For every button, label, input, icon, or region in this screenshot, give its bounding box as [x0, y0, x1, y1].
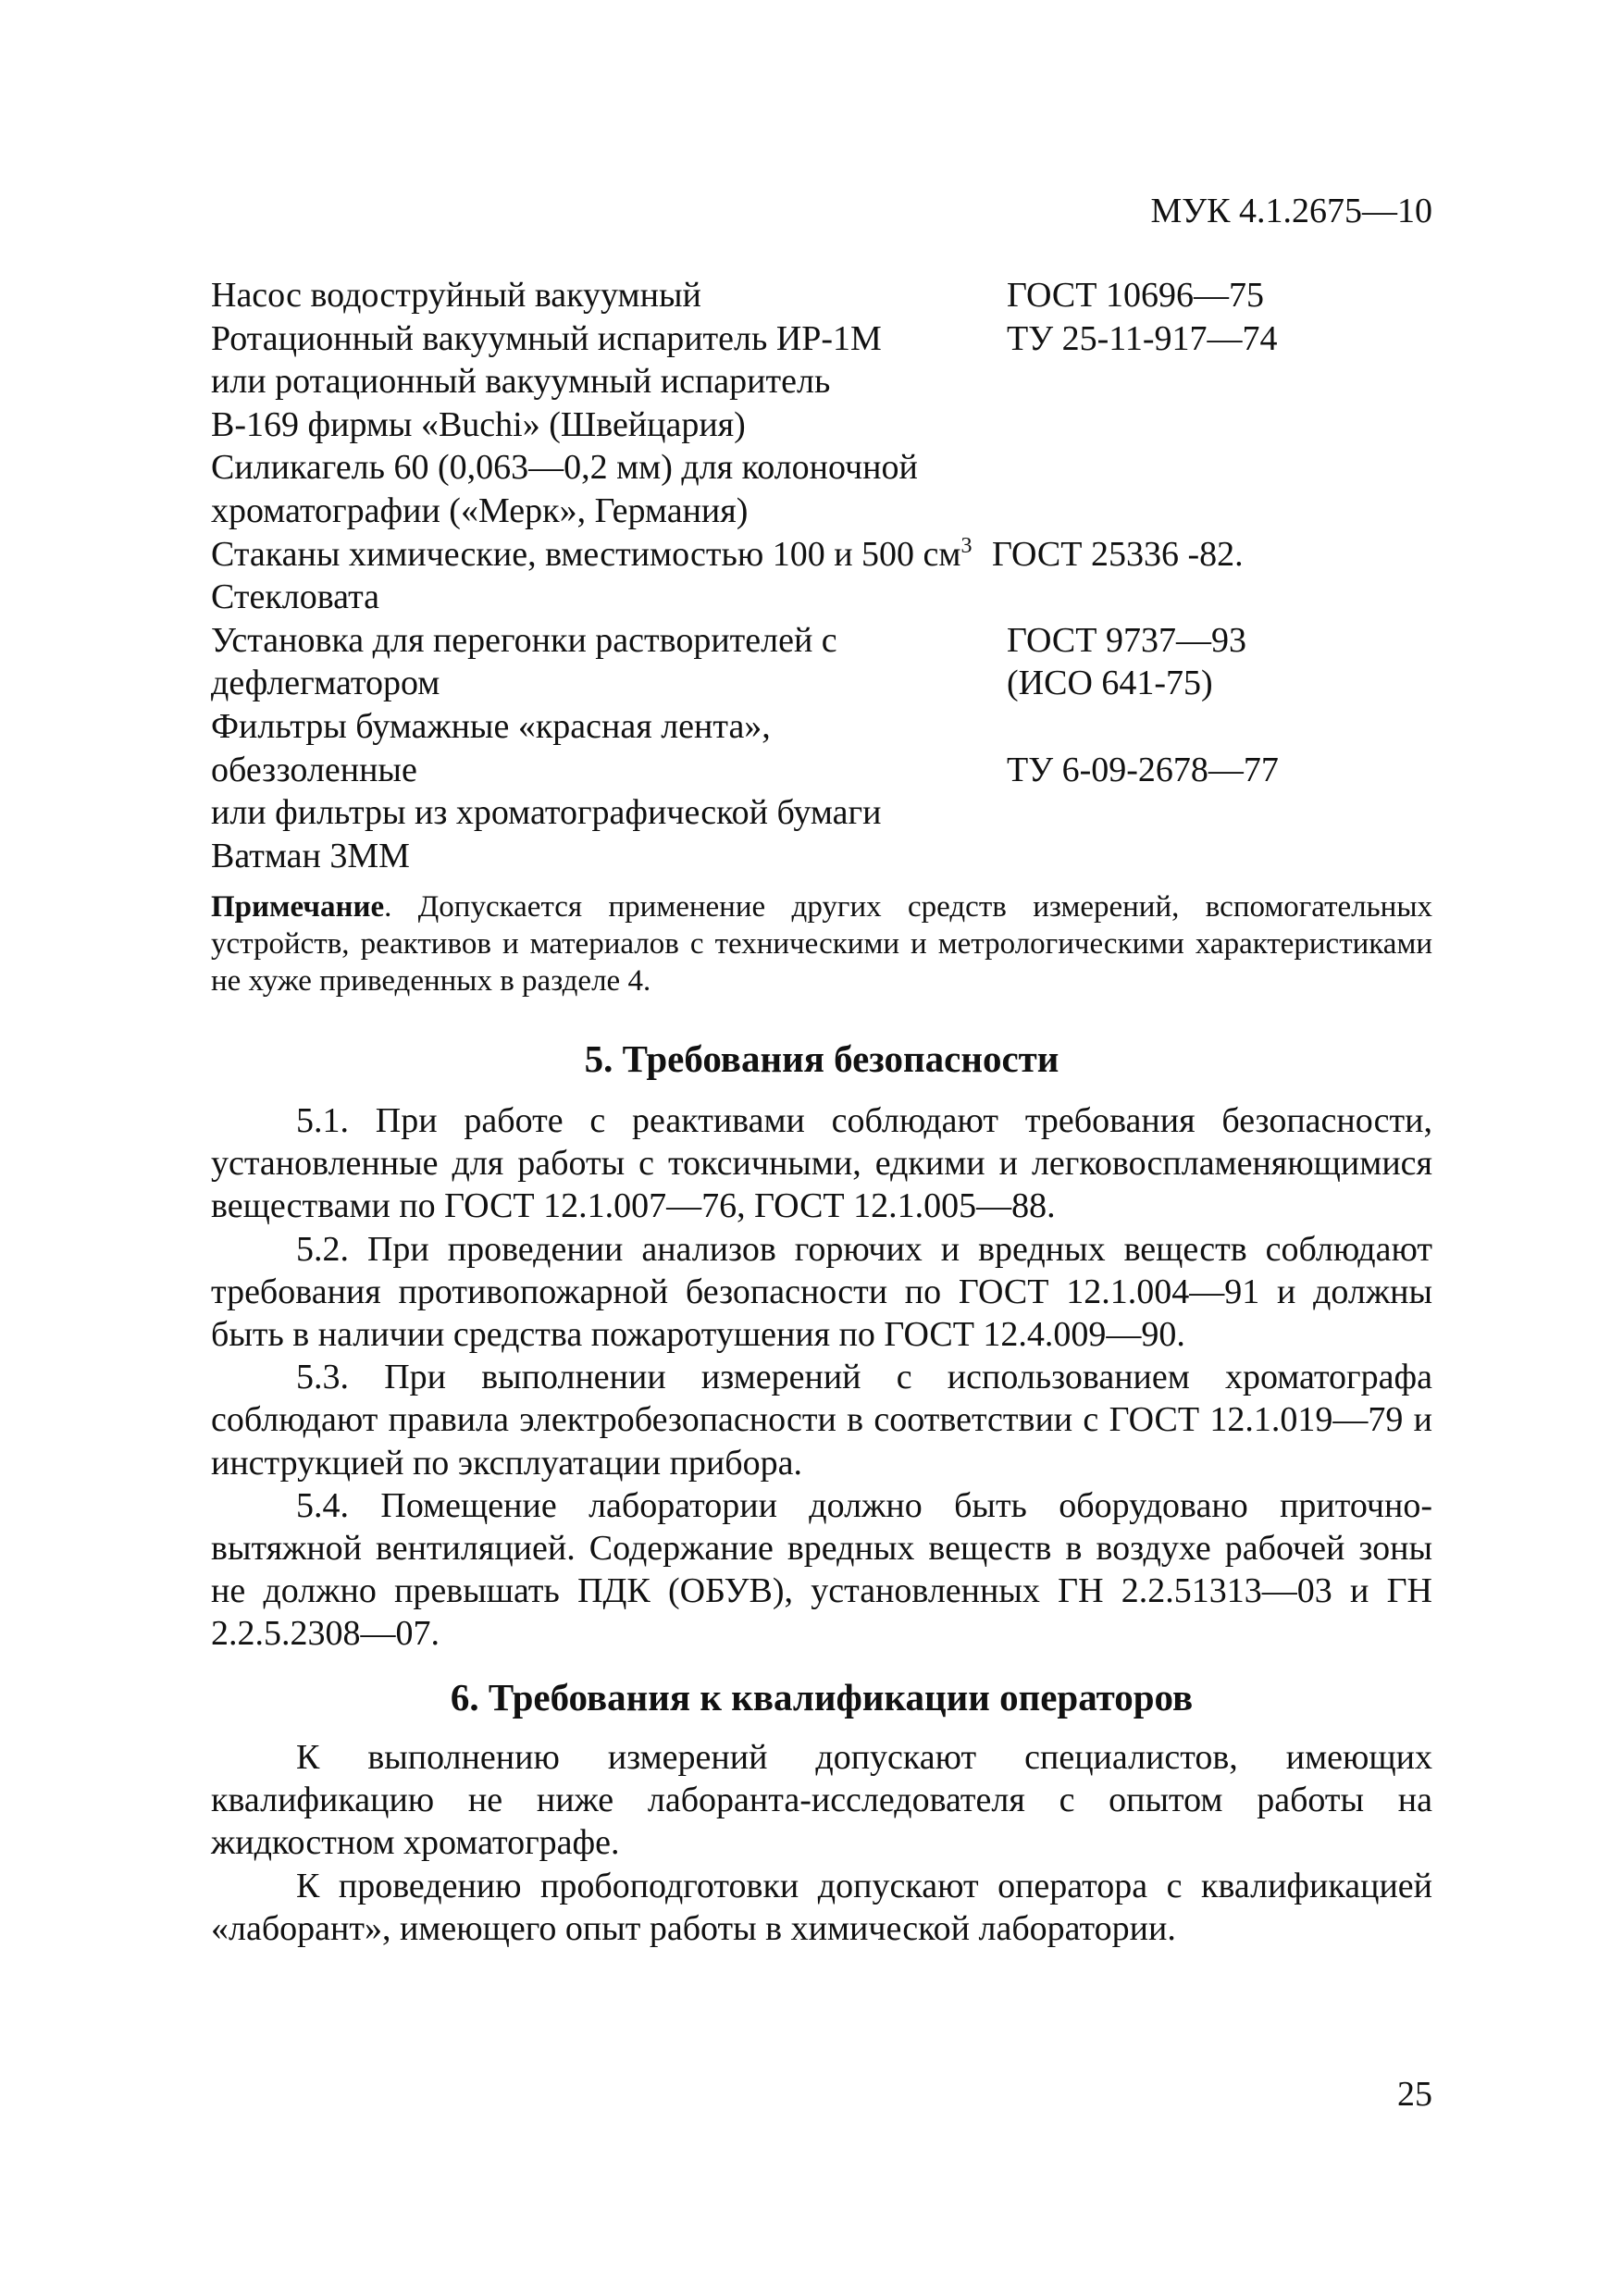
equipment-name: Насос водоструйный вакуумный — [211, 276, 701, 315]
equipment-standard: ТУ 6-09-2678—77 — [1007, 750, 1279, 789]
equipment-name-text: Стаканы химические, вместимостью 100 и 500 см — [211, 534, 961, 574]
equipment-name: Фильтры бумажные «красная лента», обеззоленные — [211, 706, 771, 789]
equipment-row — [211, 274, 1432, 317]
equipment-list — [211, 274, 1432, 877]
paragraph: 5.2. При проведении анализов горючих и вредных веществ соблюдают требования противопожарной безопасности по ГОСТ 12.1.004—91 и должны быть в наличии средства пожаротушения по ГОСТ 12.4.009—90. — [211, 1229, 1432, 1355]
equipment-standard: ГОСТ 25336 -82. — [992, 534, 1244, 574]
note-text: . Допускается применение других средств измерений, вспомогательных устройств, реактивов и материалов с техническими и метрологическими характеристиками не хуже приведенных в разделе 4. — [211, 890, 1432, 998]
paragraph: 5.1. При работе с реактивами соблюдают требования безопасности, установленные для работы с токсичными, едкими и легковоспламеняющимися веществами по ГОСТ 12.1.007—76, ГОСТ 12.1.005—88. — [211, 1101, 1432, 1226]
paragraph: 5.4. Помещение лаборатории должно быть оборудовано приточно-вытяжной вентиляцией. Содержание вредных веществ в воздухе рабочей зоны не должно превышать ПДК (ОБУВ), установленных ГН 2.2.51313—03 и ГН 2.2.5.2308—07. — [211, 1485, 1432, 1654]
equipment-standard: ГОСТ 9737—93 (ИСО 641-75) — [1007, 620, 1246, 703]
section-6-heading: 6. Требования к квалификации операторов — [450, 1676, 1194, 1719]
equipment-name: Ротационный вакуумный испаритель ИР-1М или ротационный вакуумный испаритель В-169 фирмы «Buchi» (Швейцария) — [211, 318, 882, 444]
note-label: Примечание — [211, 890, 385, 924]
paragraph: К выполнению измерений допускают специалистов, имеющих квалификацию не ниже лаборанта-исследователя с опытом работы на жидкостном хроматографе. — [211, 1738, 1432, 1863]
equipment-row — [211, 446, 1432, 532]
equipment-name: Стекловата — [211, 577, 380, 617]
equipment-standard: ТУ 25-11-917—74 — [1007, 318, 1278, 358]
section-5-heading: 5. Требования безопасности — [584, 1037, 1059, 1080]
equipment-name — [211, 533, 1007, 577]
equipment-row — [211, 576, 1432, 619]
equipment-standard: ГОСТ 10696—75 — [1007, 276, 1264, 315]
equipment-name: Силикагель 60 (0,063—0,2 мм) для колоночной хроматографии («Мерк», Германия) — [211, 448, 918, 530]
equipment-name: Установка для перегонки растворителей с дефлегматором — [211, 620, 837, 703]
paragraph: 5.3. При выполнении измерений с использованием хроматографа соблюдают правила электробезопасности в соответствии с ГОСТ 12.1.019—79 и инструкцией по эксплуатации прибора. — [211, 1358, 1432, 1483]
equipment-row — [211, 317, 1432, 447]
equipment-standard — [1007, 446, 1432, 532]
document-page — [211, 0, 1432, 2296]
paragraph: К проведению пробоподготовки допускают оператора с квалификацией «лаборант», имеющего опыт работы в химической лаборатории. — [211, 1866, 1432, 1948]
page-number: 25 — [1397, 2075, 1432, 2114]
equipment-row — [211, 705, 1432, 791]
superscript-cube: 3 — [960, 533, 973, 558]
equipment-standard — [1007, 576, 1432, 619]
equipment-name: или фильтры из хроматографической бумаги Ватман 3ММ — [211, 793, 882, 875]
equipment-standard — [1007, 791, 1432, 877]
running-head: МУК 4.1.2675—10 — [1150, 192, 1432, 230]
equipment-row — [211, 533, 1432, 577]
section-5-body — [211, 1099, 1432, 1656]
equipment-row — [211, 619, 1432, 705]
section-6-body — [211, 1736, 1432, 1950]
equipment-row — [211, 791, 1432, 877]
note-paragraph — [211, 888, 1432, 999]
